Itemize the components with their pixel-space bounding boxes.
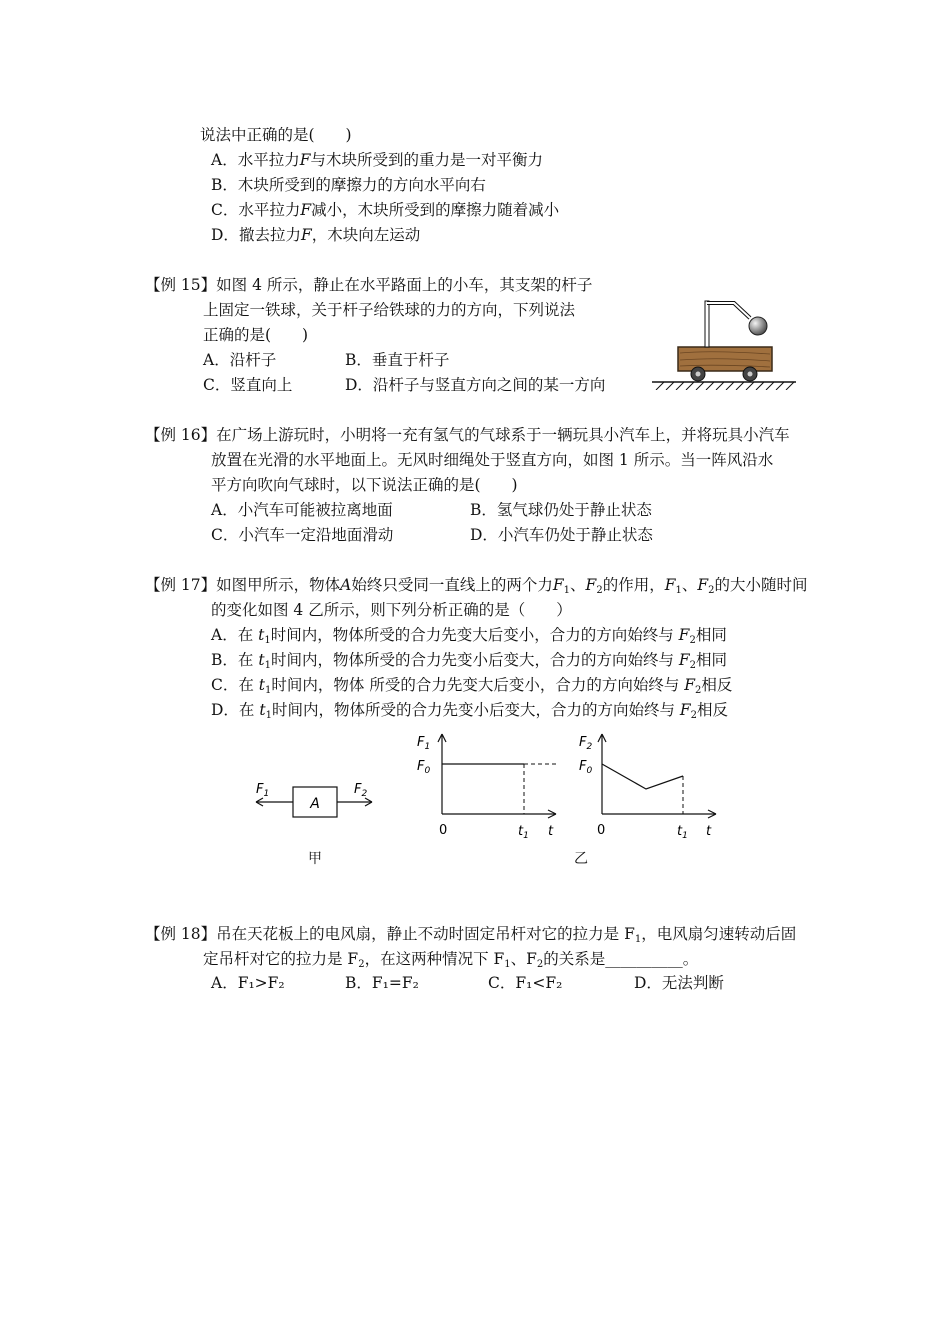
q16-line3: 平方向吹向气球时，以下说法正确的是( ) — [211, 476, 518, 494]
q14-option-c: C．水平拉力F减小，木块所受到的摩擦力随着减小 — [211, 201, 560, 219]
f1-label-jia: $F_1$ — [256, 782, 270, 799]
q18-line2: 定吊杆对它的拉力是 $F_2$，在这两种情况下 $F_1$、$F_2$的关系是__________。 — [203, 950, 699, 970]
svg-text:0: 0 — [439, 823, 448, 838]
q16-line2: 放置在光滑的水平地面上。无风时细绳处于竖直方向，如图 1 所示。当一阵风沿水 — [211, 451, 774, 469]
q17-line1: 【例 17】如图甲所示，物体A始终只受同一直线上的两个力$F_1$、$F_2$的作用，$F_1$、$F_2$的大小随时间 — [145, 576, 808, 596]
q15-option-b: B．垂直于杆子 — [345, 351, 450, 369]
q14-stem: 说法中正确的是( ) — [200, 126, 352, 144]
q14-option-b: B．木块所受到的摩擦力的方向水平向右 — [211, 176, 486, 194]
svg-text:F1: $F_1$ — [417, 735, 431, 752]
q17-option-a: A．在 $t_1$时间内，物体所受的合力先变大后变小，合力的方向始终与 $F_2$相同 — [211, 626, 727, 646]
q15-tag: 【例 15】 — [145, 276, 217, 294]
svg-text:t: t — [706, 824, 712, 839]
box-label: A — [310, 796, 320, 812]
f2-label-jia: $F_2$ — [354, 782, 368, 799]
q16-line1: 【例 16】在广场上游玩时，小明将一充有氢气的气球系于一辆玩具小汽车上，并将玩具小汽车 — [145, 426, 790, 444]
q17-line2: 的变化如图 4 乙所示，则下列分析正确的是（ ） — [211, 601, 572, 619]
svg-text:t1: $t_1$ — [677, 824, 688, 841]
q16-option-b: B．氢气球仍处于静止状态 — [470, 501, 652, 519]
q15-option-a: A．沿杆子 — [203, 351, 277, 369]
svg-text:F0: $F_0$ — [417, 759, 431, 776]
q15-option-d: D．沿杆子与竖直方向之间的某一方向 — [345, 376, 606, 394]
q18-option-c: C．F₁<F₂ — [488, 974, 563, 992]
fig-yi-caption: 乙 — [574, 851, 588, 867]
q18-option-a: A．F₁>F₂ — [211, 974, 285, 992]
q18-tag: 【例 18】 — [145, 925, 217, 943]
fig-jia-caption: 甲 — [308, 851, 322, 867]
svg-text:t: t — [548, 824, 554, 839]
q18-option-d: D．无法判断 — [634, 974, 724, 992]
q17-tag: 【例 17】 — [145, 576, 217, 594]
svg-text:F2: $F_2$ — [579, 735, 593, 752]
iron-ball-icon — [749, 317, 767, 335]
q14-option-a: A．水平拉力F与木块所受到的重力是一对平衡力 — [211, 151, 543, 169]
q17-option-b: B．在 $t_1$时间内，物体所受的合力先变小后变大，合力的方向始终与 $F_2$相同 — [211, 651, 728, 671]
q16-option-c: C．小汽车一定沿地面滑动 — [211, 526, 394, 544]
svg-text:t1: $t_1$ — [518, 824, 529, 841]
f1-time-graph — [412, 728, 562, 843]
q15-line3: 正确的是( ) — [203, 326, 309, 344]
q15-line2: 上固定一铁球，关于杆子给铁球的力的方向，下列说法 — [203, 301, 576, 319]
q18-line1: 【例 18】吊在天花板上的电风扇，静止不动时固定吊杆对它的拉力是 $F_1$，电风扇匀速转动后固 — [145, 925, 797, 945]
q16-tag: 【例 16】 — [145, 426, 217, 444]
q15-line1: 【例 15】如图 4 所示，静止在水平路面上的小车，其支架的杆子 — [145, 276, 593, 294]
q16-option-a: A．小汽车可能被拉离地面 — [211, 501, 393, 519]
q14-option-d: D．撤去拉力F，木块向左运动 — [211, 226, 421, 244]
cart-figure — [650, 290, 800, 390]
svg-text:F0: $F_0$ — [579, 759, 593, 776]
q15-option-c: C．竖直向上 — [203, 376, 293, 394]
q18-option-b: B．F₁=F₂ — [345, 974, 419, 992]
svg-text:0: 0 — [597, 823, 606, 838]
q17-option-d: D．在 $t_1$时间内，物体所受的合力先变小后变大，合力的方向始终与 $F_2$相反 — [211, 701, 729, 721]
f2-time-graph — [572, 728, 722, 843]
q17-option-c: C．在 $t_1$时间内，物体 所受的合力先变大后变小，合力的方向始终与 $F_2$相反 — [211, 676, 733, 696]
q16-option-d: D．小汽车仍处于静止状态 — [470, 526, 653, 544]
force-diagram-jia — [250, 775, 380, 825]
